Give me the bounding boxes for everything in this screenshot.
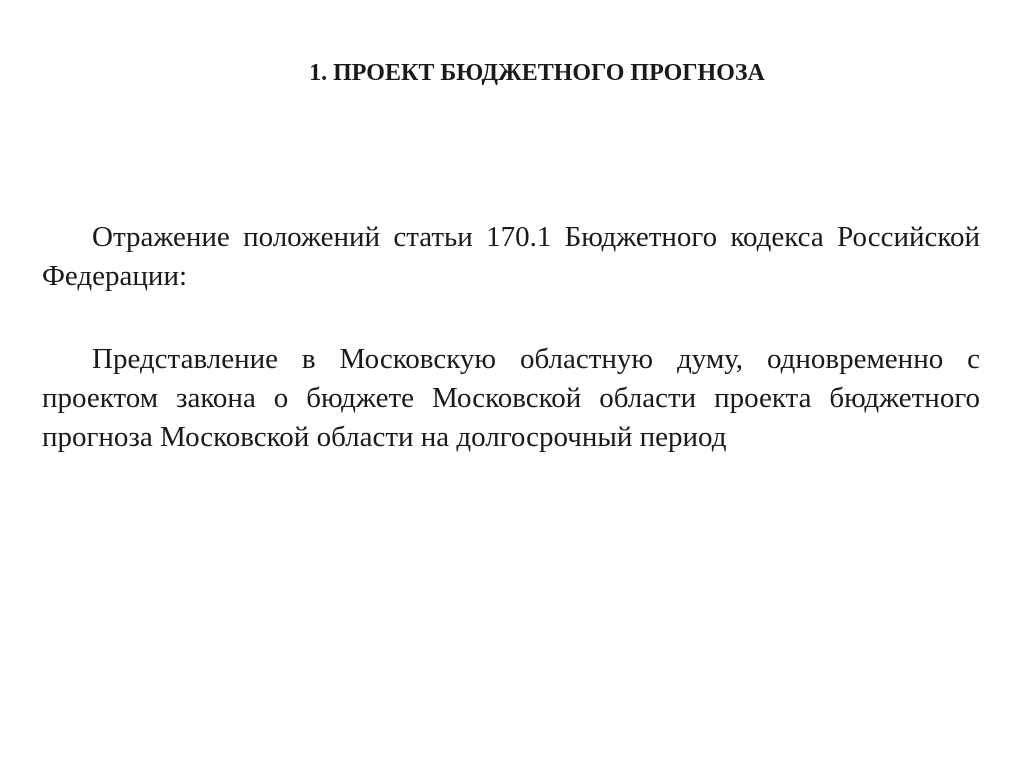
slide-title: 1. ПРОЕКТ БЮДЖЕТНОГО ПРОГНОЗА bbox=[309, 60, 765, 86]
paragraph-budget-code-reference: Отражение положений статьи 170.1 Бюджетного кодекса Российской Федерации: bbox=[42, 221, 980, 292]
paragraph-submission-to-duma: Представление в Московскую областную думу, одновременно с проектом закона о бюджете Московской области проекта бюджетного прогноза Московской области на долгосрочный период bbox=[42, 343, 980, 453]
